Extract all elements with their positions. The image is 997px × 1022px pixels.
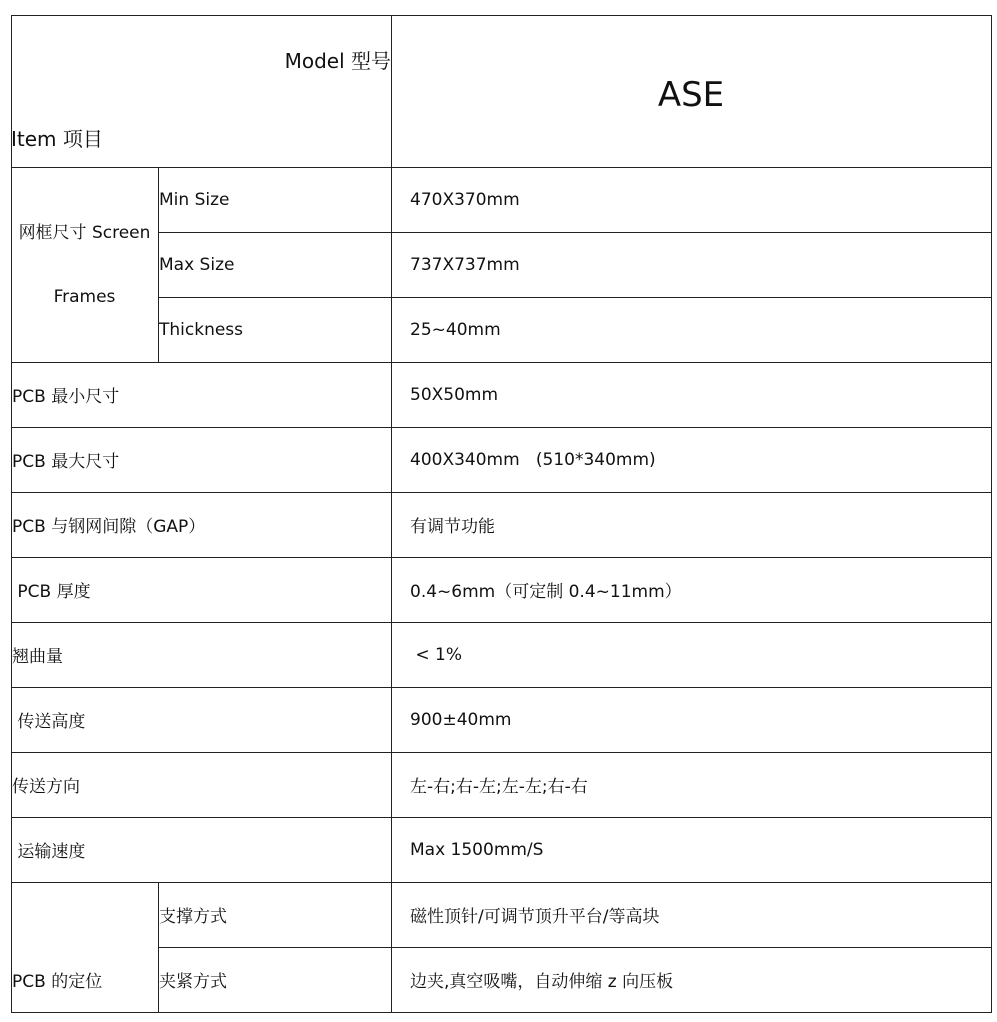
table-column-divider (391, 15, 392, 1013)
screen-frames-label-line2: Frames (53, 286, 116, 307)
positioning-group-label: PCB 的定位 (12, 972, 103, 992)
row-label-min-size: Min Size (159, 189, 230, 210)
row-label-warpage: 翘曲量 (12, 647, 63, 667)
table-border-bottom (11, 1012, 992, 1013)
row-label-pcb-gap: PCB 与钢网间隙（GAP） (12, 517, 206, 537)
row-value-min-size: 470X370mm (410, 189, 520, 210)
row-label-pcb-min-size: PCB 最小尺寸 (12, 387, 120, 407)
row-value-thickness: 25~40mm (410, 319, 501, 340)
screen-frames-group-label (11, 167, 158, 362)
spec-table (11, 15, 992, 1022)
row-value-max-size: 737X737mm (410, 254, 520, 275)
row-value-clamping-method: 边夹,真空吸嘴，自动伸缩 z 向压板 (410, 972, 674, 992)
row-value-warpage: < 1% (410, 644, 463, 665)
row-label-conveyor-height: 传送高度 (12, 712, 86, 732)
row-label-conveyor-direction: 传送方向 (12, 777, 80, 797)
row-label-clamping-method: 夹紧方式 (159, 972, 227, 992)
row-value-pcb-max-size: 400X340mm (510*340mm) (410, 449, 656, 470)
row-value-pcb-gap: 有调节功能 (410, 517, 495, 537)
row-label-thickness: Thickness (159, 319, 244, 340)
row-value-conveyor-height: 900±40mm (410, 709, 512, 730)
screen-frames-label-line1: 网框尺寸 Screen (18, 222, 151, 243)
row-value-support-method: 磁性顶针/可调节顶升平台/等高块 (410, 907, 660, 927)
row-label-support-method: 支撑方式 (159, 907, 227, 927)
model-name: ASE (657, 75, 725, 115)
row-label-pcb-max-size: PCB 最大尺寸 (12, 452, 120, 472)
model-label: Model 型号 (284, 48, 391, 73)
row-label-transport-speed: 运输速度 (12, 842, 86, 862)
row-value-transport-speed: Max 1500mm/S (410, 839, 544, 860)
row-label-max-size: Max Size (159, 254, 235, 275)
row-value-pcb-min-size: 50X50mm (410, 384, 499, 405)
row-value-conveyor-direction: 左-右;右-左;左-左;右-右 (410, 777, 588, 797)
table-border-top (11, 15, 992, 16)
row-label-pcb-thickness: PCB 厚度 (12, 582, 91, 602)
item-label: Item 项目 (11, 126, 103, 151)
row-value-pcb-thickness: 0.4~6mm（可定制 0.4~11mm） (410, 582, 682, 602)
table-border-right (991, 15, 992, 1013)
